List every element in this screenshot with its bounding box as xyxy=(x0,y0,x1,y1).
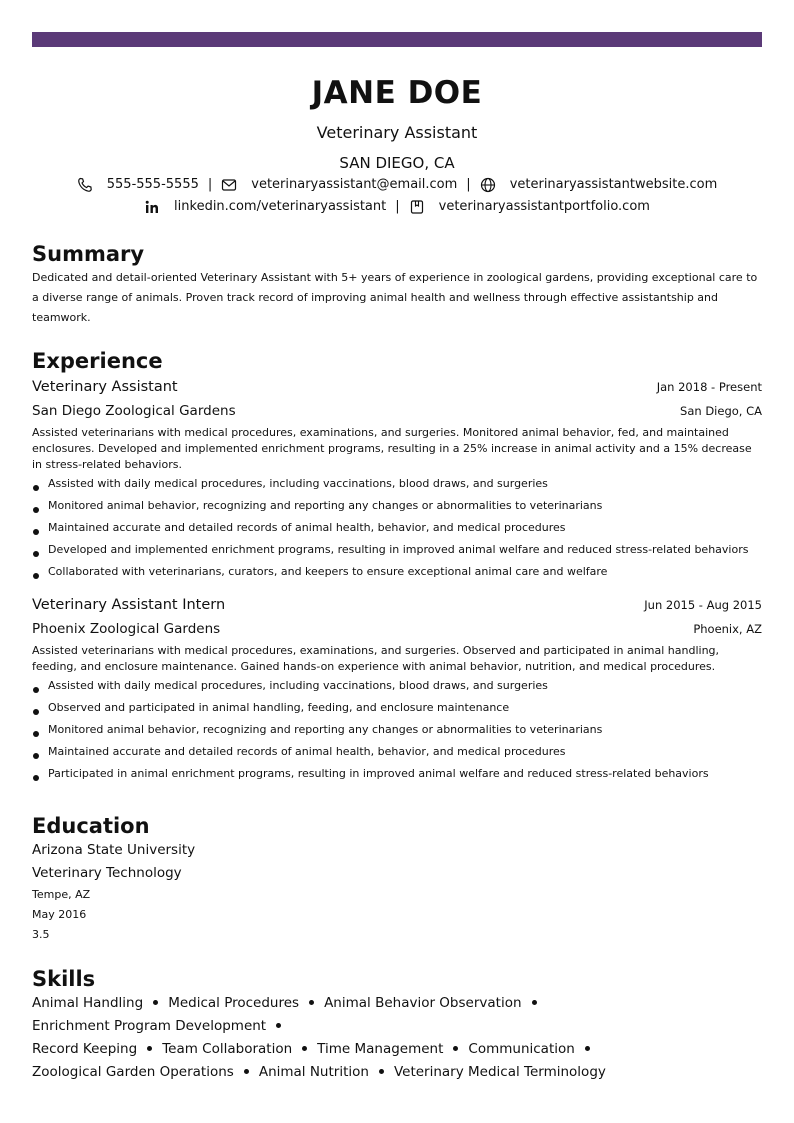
skills-line xyxy=(32,1061,762,1084)
skills-heading: Skills xyxy=(32,967,96,991)
list-item: Maintained accurate and detailed records of animal health, behavior, and medical procedures xyxy=(32,741,762,763)
list-item: Maintained accurate and detailed records of animal health, behavior, and medical procedures xyxy=(32,517,762,539)
contact-row-1 xyxy=(32,175,762,195)
summary-heading: Summary xyxy=(32,242,145,266)
linkedin-link[interactable]: linkedin.com/veterinaryassistant xyxy=(174,199,387,214)
bullet-dot xyxy=(33,731,39,737)
job-role: Veterinary Assistant Intern xyxy=(32,597,226,613)
skill-item: Animal Handling xyxy=(32,995,144,1011)
separator: | xyxy=(395,199,400,214)
skills-list xyxy=(32,992,762,1084)
job-location: San Diego, CA xyxy=(680,404,762,418)
skill-separator-dot xyxy=(309,1000,314,1005)
candidate-name: JANE DOE xyxy=(311,75,483,111)
skill-item: Zoological Garden Operations xyxy=(32,1064,234,1080)
bullet-dot xyxy=(33,507,39,513)
job-description: Assisted veterinarians with medical procedures, examinations, and surgeries. Observed and participated in animal handling, feeding, and enclosure maintenance. Gained hands-on experience with animal behavior, nutrition, and medical procedures. xyxy=(32,644,720,673)
skill-item: Enrichment Program Development xyxy=(32,1018,267,1034)
job-org: San Diego Zoological Gardens xyxy=(32,403,236,419)
education-degree: Veterinary Technology xyxy=(32,865,182,881)
education-location: Tempe, AZ xyxy=(32,888,91,901)
skill-item: Time Management xyxy=(317,1041,444,1057)
list-item: Participated in animal enrichment programs, resulting in improved animal welfare and reduced stress-related behaviors xyxy=(32,763,762,785)
skills-section xyxy=(32,966,762,1084)
list-item: Monitored animal behavior, recognizing and reporting any changes or abnormalities to veterinarians xyxy=(32,495,762,517)
skill-item: Animal Behavior Observation xyxy=(324,995,522,1011)
candidate-title: Veterinary Assistant xyxy=(316,123,478,142)
skill-item: Veterinary Medical Terminology xyxy=(393,1064,606,1080)
education-heading: Education xyxy=(32,814,150,838)
bullet-dot xyxy=(33,529,39,535)
skills-line xyxy=(32,1038,762,1061)
phone-icon xyxy=(77,177,93,193)
list-item: Assisted with daily medical procedures, including vaccinations, blood draws, and surgeries xyxy=(32,675,762,697)
experience-section xyxy=(32,348,762,785)
skill-item: Record Keeping xyxy=(32,1041,138,1057)
mail-icon xyxy=(221,177,237,193)
bullet-dot xyxy=(33,573,39,579)
skill-separator-dot xyxy=(147,1046,152,1051)
bullet-dot xyxy=(33,485,39,491)
list-item: Developed and implemented enrichment programs, resulting in improved animal welfare and reduced stress-related behaviors xyxy=(32,539,762,561)
skill-separator-dot xyxy=(585,1046,590,1051)
job-bullets xyxy=(32,675,762,785)
skill-item: Medical Procedures xyxy=(168,995,300,1011)
skill-separator-dot xyxy=(379,1069,384,1074)
bullet-dot xyxy=(33,709,39,715)
education-school: Arizona State University xyxy=(32,842,196,858)
summary-section xyxy=(32,241,762,328)
job-bullets xyxy=(32,473,762,583)
skill-separator-dot xyxy=(276,1023,281,1028)
skill-item: Communication xyxy=(468,1041,575,1057)
skill-separator-dot xyxy=(153,1000,158,1005)
job-org: Phoenix Zoological Gardens xyxy=(32,621,221,637)
job-dates: Jun 2015 - Aug 2015 xyxy=(644,598,762,612)
job-dates: Jan 2018 - Present xyxy=(656,380,762,394)
list-item: Collaborated with veterinarians, curators, and keepers to ensure exceptional animal care and welfare xyxy=(32,561,762,583)
phone-text[interactable]: 555-555-5555 xyxy=(106,177,199,192)
job-entry xyxy=(32,375,762,583)
job-location: Phoenix, AZ xyxy=(693,622,762,636)
accent-bar xyxy=(32,32,762,47)
job-description: Assisted veterinarians with medical procedures, examinations, and surgeries. Monitored animal behavior, fed, and maintained enclosures. Developed and implemented enrichment programs, resulting in a 25% increase in animal activity and a 15% decrease in stress-related behaviors. xyxy=(32,426,752,471)
education-gpa: 3.5 xyxy=(32,928,50,941)
job-role: Veterinary Assistant xyxy=(32,379,178,395)
education-date: May 2016 xyxy=(32,908,87,921)
portfolio-icon xyxy=(409,199,425,215)
list-item: Monitored animal behavior, recognizing and reporting any changes or abnormalities to veterinarians xyxy=(32,719,762,741)
globe-icon xyxy=(480,177,496,193)
education-section xyxy=(32,813,762,945)
email-link[interactable]: veterinaryassistant@email.com xyxy=(251,177,458,192)
bullet-dot xyxy=(33,551,39,557)
bullet-dot xyxy=(33,775,39,781)
bullet-dot xyxy=(33,753,39,759)
skill-item: Team Collaboration xyxy=(162,1041,293,1057)
skill-separator-dot xyxy=(244,1069,249,1074)
list-item: Observed and participated in animal handling, feeding, and enclosure maintenance xyxy=(32,697,762,719)
portfolio-link[interactable]: veterinaryassistantportfolio.com xyxy=(438,199,650,214)
skills-line xyxy=(32,992,762,1038)
website-link[interactable]: veterinaryassistantwebsite.com xyxy=(509,177,718,192)
candidate-location: SAN DIEGO, CA xyxy=(339,154,455,172)
separator: | xyxy=(207,177,213,192)
summary-text: Dedicated and detail-oriented Veterinary Assistant with 5+ years of experience in zoological gardens, providing exceptional care to a diverse range of animals. Proven track record of improving animal health and wellness through effective assistantship and teamwork. xyxy=(32,271,758,324)
skill-separator-dot xyxy=(302,1046,307,1051)
experience-heading: Experience xyxy=(32,349,163,373)
skill-item: Animal Nutrition xyxy=(258,1064,369,1080)
resume-page xyxy=(32,32,762,217)
linkedin-icon xyxy=(144,199,160,215)
list-item: Assisted with daily medical procedures, including vaccinations, blood draws, and surgeries xyxy=(32,473,762,495)
contact-row-2 xyxy=(32,197,762,217)
job-entry xyxy=(32,593,762,785)
skill-separator-dot xyxy=(453,1046,458,1051)
skill-separator-dot xyxy=(532,1000,537,1005)
bullet-dot xyxy=(33,687,39,693)
separator: | xyxy=(466,177,471,192)
